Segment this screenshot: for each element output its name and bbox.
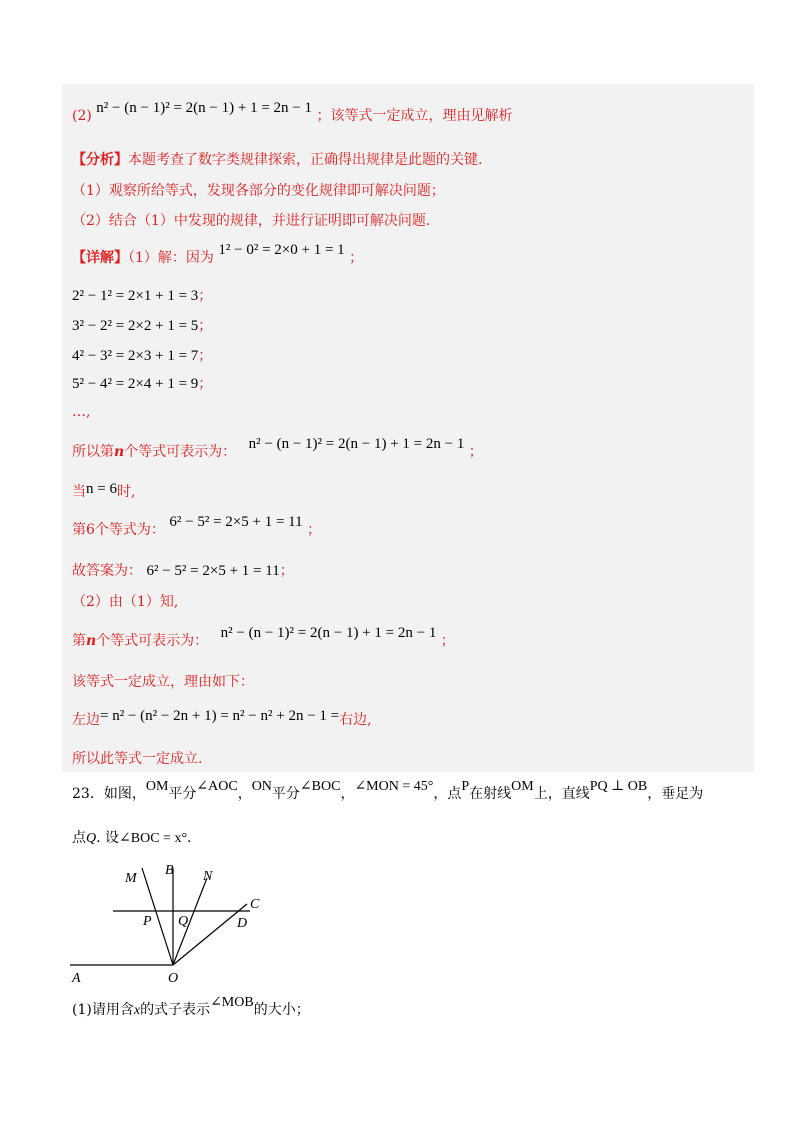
- proof-intro: 该等式一定成立，理由如下：: [72, 674, 254, 690]
- sixth-equation-line: 第6个等式为： 6² − 5² = 2×5 + 1 = 11 ；: [72, 514, 322, 538]
- label-B: B: [165, 863, 174, 878]
- label-N: N: [203, 869, 213, 884]
- label-M: M: [125, 871, 137, 886]
- conclusion: 所以此等式一定成立.: [72, 751, 203, 767]
- answer-line: 故答案为： 6² − 5² = 2×5 + 1 = 11；: [72, 563, 294, 579]
- detail-intro-line: 【详解】（1）解：因为 1² − 0² = 2×0 + 1 = 1 ；: [72, 242, 364, 266]
- part2-nth-line: 第n个等式可表示为： n² − (n − 1)² = 2(n − 1) + 1 = 2n − 1 ；: [72, 625, 455, 649]
- equation-row: 5² − 4² = 2×4 + 1 = 9；: [72, 376, 213, 392]
- label-D: D: [237, 916, 248, 931]
- nth-equation-line: 所以第n个等式可表示为： n² − (n − 1)² = 2(n − 1) + 1 = 2n − 1 ；: [72, 436, 483, 460]
- geometry-figure: [70, 856, 270, 986]
- equation-row: 3² − 2² = 2×2 + 1 = 5；: [72, 318, 213, 334]
- part2-intro: （2）由（1）知,: [72, 594, 179, 610]
- detail-eq1: 1² − 0² = 2×0 + 1 = 1: [218, 242, 345, 258]
- left-formula: = n² − (n² − 2n + 1) = n² − n² + 2n − 1 =: [100, 708, 340, 724]
- label-Q: Q: [178, 914, 189, 929]
- detail-tag: 【详解】: [72, 250, 128, 266]
- nth-formula: n² − (n − 1)² = 2(n − 1) + 1 = 2n − 1: [248, 436, 465, 452]
- question23-line2: 点Q. 设∠BOC = x°.: [72, 830, 192, 846]
- part2-answer-formula: n² − (n − 1)² = 2(n − 1) + 1 = 2n − 1: [96, 100, 312, 116]
- question23-sub1: (1)请用含x的式子表示∠MOB的大小；: [72, 995, 310, 1018]
- equation-row: 2² − 1² = 2×1 + 1 = 3；: [72, 288, 213, 304]
- label-O: O: [168, 971, 179, 986]
- ellipsis: …,: [72, 404, 91, 420]
- label-A: A: [72, 971, 81, 986]
- question23-line1: 23．如图，OM平分∠AOC，ON平分∠BOC，∠MON = 45°，点P在射线OM上，直线PQ ⊥ OB，垂足为: [72, 779, 704, 802]
- when-line: 当n = 6时,: [72, 481, 136, 500]
- sixth-formula: 6² − 5² = 2×5 + 1 = 11: [169, 514, 303, 530]
- analysis-tag: 【分析】: [72, 152, 128, 168]
- analysis-step2: （2）结合（1）中发现的规律，并进行证明即可解决问题.: [72, 213, 431, 229]
- analysis-step1: （1）观察所给等式，发现各部分的变化规律即可解决问题；: [72, 183, 445, 199]
- equation-row: 4² − 3² = 2×3 + 1 = 7；: [72, 348, 213, 364]
- answer-formula: 6² − 5² = 2×5 + 1 = 11: [146, 563, 280, 579]
- part2-formula: n² − (n − 1)² = 2(n − 1) + 1 = 2n − 1: [220, 625, 437, 641]
- analysis-line: 【分析】本题考查了数字类规律探索，正确得出规律是此题的关键.: [72, 152, 483, 168]
- left-side-line: 左边= n² − (n² − 2n + 1) = n² − n² + 2n − 1 =右边,: [72, 708, 372, 728]
- label-P: P: [143, 914, 152, 929]
- part2-answer: (2) n² − (n − 1)² = 2(n − 1) + 1 = 2n − 1 ；该等式一定成立，理由见解析: [72, 100, 513, 124]
- label-C: C: [250, 897, 260, 912]
